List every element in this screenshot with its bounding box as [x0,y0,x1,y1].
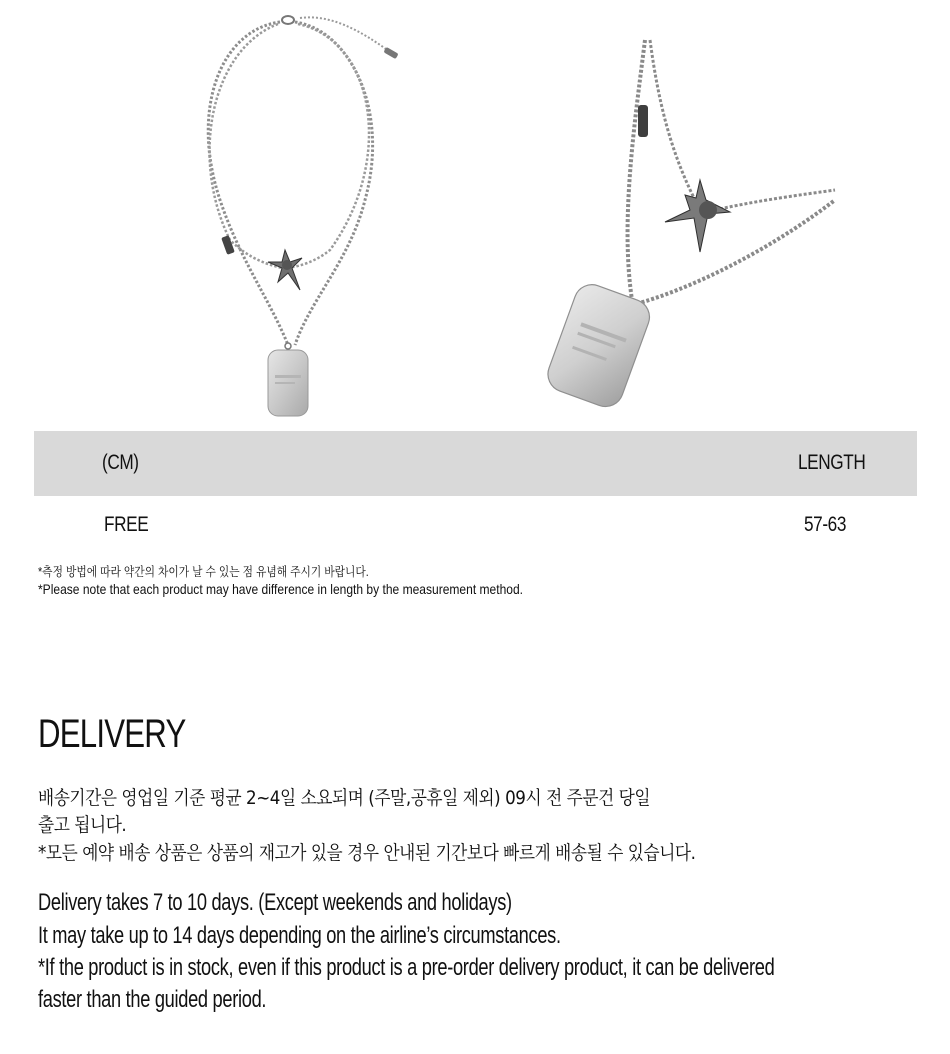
necklace-front-image [160,0,430,430]
delivery-english-line: It may take up to 14 days depending on the airline’s circumstances. [38,922,561,949]
measurement-note-korean: *측정 방법에 따라 약간의 차이가 날 수 있는 점 유념해 주시기 바랍니다. [38,565,369,579]
delivery-english-line: Delivery takes 7 to 10 days. (Except weekends and holidays) [38,889,512,916]
size-table-header [34,431,917,496]
measurement-note-english: *Please note that each product may have difference in length by the measurement method. [38,581,524,597]
product-photo-area [0,0,950,430]
delivery-korean-line: *모든 예약 배송 상품은 상품의 재고가 있을 경우 안내된 기간보다 빠르게 배송될 수 있습니다. [38,842,696,864]
delivery-english-line: faster than the guided period. [38,986,267,1013]
necklace-side-image [540,0,850,430]
unit-header: (CM) [102,451,139,474]
length-value: 57-63 [804,513,846,536]
size-value: FREE [104,513,149,536]
length-header: LENGTH [798,451,866,474]
delivery-korean-line: 출고 됩니다. [38,814,127,836]
delivery-english-line: *If the product is in stock, even if this product is a pre-order delivery product, it can be delivered [38,954,775,981]
delivery-title: DELIVERY [38,712,186,756]
delivery-korean-line: 배송기간은 영업일 기준 평균 2~4일 소요되며 (주말,공휴일 제외) 09시 전 주문건 당일 [38,787,651,809]
